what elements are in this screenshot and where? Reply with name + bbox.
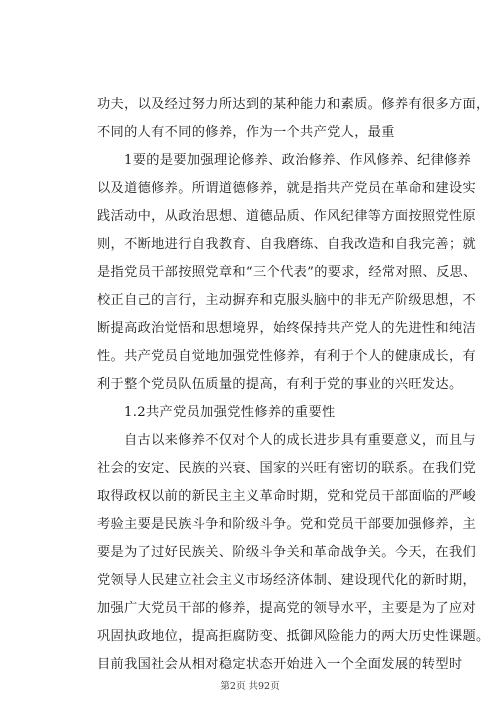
text-line: 践活动中，从政治思想、道德品质、作风纪律等方面按照党性原 (97, 209, 477, 224)
text-line: 校正自己的言行，主动摒弃和克服头脑中的非无产阶级思想，不 (97, 293, 477, 308)
text-line: 要是为了过好民族关、阶级斗争关和革命战争关。今天，在我们 (97, 545, 477, 560)
text-line: 取得政权以前的新民主主义革命时期，党和党员干部面临的严峻 (97, 489, 477, 504)
text-line: 以及道德修养。所谓道德修养，就是指共产党员在革命和建设实 (97, 181, 477, 196)
text-line: 目前我国社会从相对稳定状态开始进入一个全面发展的转型时 (97, 657, 463, 672)
text-line: 不同的人有不同的修养，作为一个共产党人，最重 (97, 125, 395, 140)
text-line: 是指党员干部按照党章和“三个代表”的要求，经常对照、反思、 (97, 265, 477, 280)
text-line: 功夫，以及经过努力所达到的某种能力和素质。修养有很多方面， (97, 97, 490, 112)
text-line: 性。共产党员自觉地加强党性修养，有利于个人的健康成长，有 (97, 349, 477, 364)
section-heading: 1.2共产党员加强党性修养的重要性 (124, 405, 336, 420)
text-line: 社会的安定、民族的兴衰、国家的兴旺有密切的联系。在我们党 (97, 461, 477, 476)
text-line: 加强广大党员干部的修养，提高党的领导水平，主要是为了应对 (97, 601, 477, 616)
text-line: 断提高政治觉悟和思想境界，始终保持共产党人的先进性和纯洁 (97, 321, 477, 336)
page-footer: 第2页 共92页 (220, 681, 280, 692)
text-line: 党领导人民建立社会主义市场经济体制、建设现代化的新时期， (97, 573, 477, 588)
text-line: 1要的是要加强理论修养、政治修养、作风修养、纪律修养 (124, 153, 472, 168)
text-line: 考验主要是民族斗争和阶级斗争。党和党员干部要加强修养，主 (97, 517, 477, 532)
text-line: 利于整个党员队伍质量的提高，有利于党的事业的兴旺发达。 (97, 377, 463, 392)
text-line: 巩固执政地位，提高拒腐防变、抵御风险能力的两大历史性课题。 (97, 629, 490, 644)
text-line: 则，不断地进行自我教育、自我磨练、自我改造和自我完善；就 (97, 237, 477, 252)
text-line: 自古以来修养不仅对个人的成长进步具有重要意义，而且与 (124, 433, 476, 448)
